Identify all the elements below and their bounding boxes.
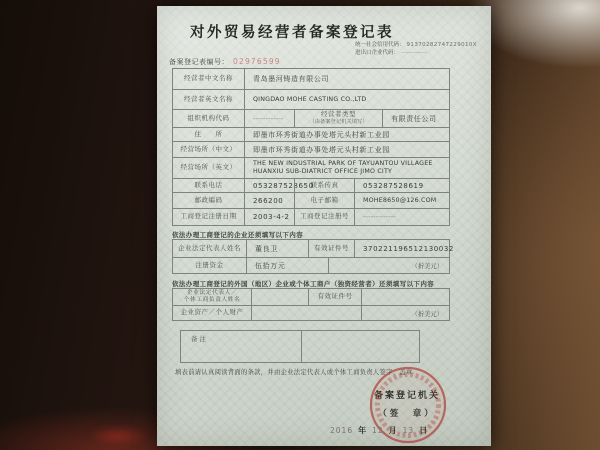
- table-row: [173, 178, 449, 192]
- postcode-label: 邮政编码: [194, 195, 223, 204]
- table-row: [173, 127, 449, 141]
- section2-title: 依法办理工商登记的外国（地区）企业或个体工商户（独资经营者）还须填写以下内容: [172, 280, 435, 288]
- phone-label: 联系电话: [194, 180, 223, 189]
- registration-form-paper: [157, 6, 491, 446]
- credit-code-line: [355, 41, 477, 49]
- assets-label: 企业资产／个人财产: [180, 308, 244, 317]
- date-year-suffix: 年: [358, 426, 368, 435]
- id-no-label: 有效证件号: [308, 240, 354, 257]
- date-line: [327, 425, 430, 436]
- cn-name-value: 青岛墨河铸造有限公司: [244, 69, 449, 89]
- remarks-box: [180, 330, 420, 363]
- cn-name-label: 经营者中文名称: [184, 74, 233, 83]
- capital-usd-note: （折美元）: [328, 258, 449, 273]
- table-row: [173, 257, 449, 273]
- capital-label: 注册资金: [195, 260, 224, 269]
- authority-label: 备案登记机关: [373, 391, 440, 401]
- date-day-suffix: 日: [419, 426, 429, 435]
- foreign-rep-label-line2: 个体工商负责人姓名: [183, 297, 241, 303]
- en-name-value: QINGDAO MOHE CASTING CO.,LTD: [244, 90, 449, 109]
- operator-type-label: [294, 110, 382, 127]
- id-no-value: 370221196512130032: [354, 240, 449, 257]
- table-row: [173, 289, 449, 305]
- phone-value: 053287528650: [244, 179, 294, 192]
- premise-en-value: THE NEW INDUSTRIAL PARK OF TAYUANTOU VILLAGEE HUANXIU SUB-DIATRICT OFFICE JIMO CITY: [244, 158, 449, 178]
- table-row: [173, 157, 449, 178]
- form-number-value: 02976599: [233, 57, 281, 66]
- form-number-line: [169, 57, 281, 67]
- postcode-value: 266200: [244, 193, 294, 208]
- remarks-label: 备注: [191, 335, 208, 343]
- reg-no-label: 工商登记注册号: [294, 209, 354, 225]
- import-export-code-value: -------------: [401, 50, 427, 56]
- foreign-rep-label: [173, 289, 251, 305]
- foreign-id-value: [361, 289, 449, 305]
- reg-date-value: 2003-4-2: [244, 209, 294, 225]
- operator-type-label-line1: 经营者类型: [321, 110, 356, 118]
- table-row: [173, 192, 449, 208]
- import-export-code-line: [355, 49, 477, 57]
- code-block: [355, 41, 477, 57]
- legal-rep-label: 企业法定代表人姓名: [178, 243, 241, 252]
- en-name-label: 经营者英文名称: [184, 94, 233, 103]
- section1-title: 依法办理工商登记的企业还须填写以下内容: [172, 231, 304, 239]
- assets-value: [251, 306, 361, 320]
- email-label: 电子邮箱: [294, 193, 354, 208]
- foreign-extra-table: [172, 288, 450, 321]
- date-month: 12: [372, 426, 384, 435]
- foreign-rep-label-line1: 企业法定代表人／: [186, 289, 238, 296]
- foreign-id-label: 有效证件号: [308, 289, 361, 305]
- table-row: [173, 89, 449, 109]
- legal-rep-value: 董良卫: [246, 240, 308, 257]
- company-extra-table: [172, 239, 454, 274]
- fax-value: 053287528619: [354, 179, 449, 192]
- import-export-code-label: 进出口企业代码：: [355, 50, 400, 56]
- table-row: [173, 305, 449, 320]
- table-row: [173, 141, 449, 157]
- capital-value: 伍拾万元: [246, 258, 328, 273]
- table-row: [173, 240, 454, 257]
- date-day: 13: [402, 426, 415, 435]
- premise-cn-value: 即墨市环秀街道办事处塔元头村新工业园: [244, 142, 449, 157]
- operator-type-value: 有限责任公司: [382, 110, 449, 127]
- date-month-suffix: 月: [388, 426, 398, 435]
- table-row: [173, 109, 449, 127]
- premise-en-label: 经营场所（英文）: [180, 163, 237, 172]
- address-label: 住 所: [194, 129, 223, 138]
- table-row: [173, 69, 449, 89]
- fax-label: 联系传真: [294, 179, 354, 192]
- address-value: 即墨市环秀街道办事处塔元头村新工业园: [244, 128, 449, 141]
- authority-seal-label: （签 章）: [378, 409, 436, 419]
- red-ink-smudge: [88, 426, 148, 446]
- form-title: 对外贸易经营者备案登记表: [190, 25, 394, 41]
- main-info-table: [172, 68, 450, 226]
- premise-cn-label: 经营场所（中文）: [180, 144, 237, 153]
- footer-note: 填表前请认真阅读背面的条款，并由企业法定代表人或个体工商负责人签字、盖章: [175, 369, 413, 376]
- remarks-divider: [301, 331, 302, 362]
- reg-date-label: 工商登记注册日期: [180, 212, 237, 221]
- operator-type-label-line2: （由备案登记机关填写）: [309, 118, 368, 125]
- assets-usd-note: （折美元）: [361, 306, 449, 320]
- foreign-rep-value: [251, 289, 308, 305]
- table-row: [173, 208, 449, 225]
- org-code-label: 组织机构代码: [187, 113, 230, 122]
- reg-no-value: -------------: [354, 209, 449, 225]
- email-value: MOHE8650@126.COM: [354, 193, 449, 208]
- form-number-label: 备案登记表编号：: [169, 58, 229, 66]
- credit-code-value: 91370282747229010X: [406, 42, 477, 48]
- org-code-value: ------------: [244, 110, 294, 127]
- credit-code-label: 统一社会信用代码：: [355, 42, 405, 48]
- date-year: 2016: [330, 426, 354, 435]
